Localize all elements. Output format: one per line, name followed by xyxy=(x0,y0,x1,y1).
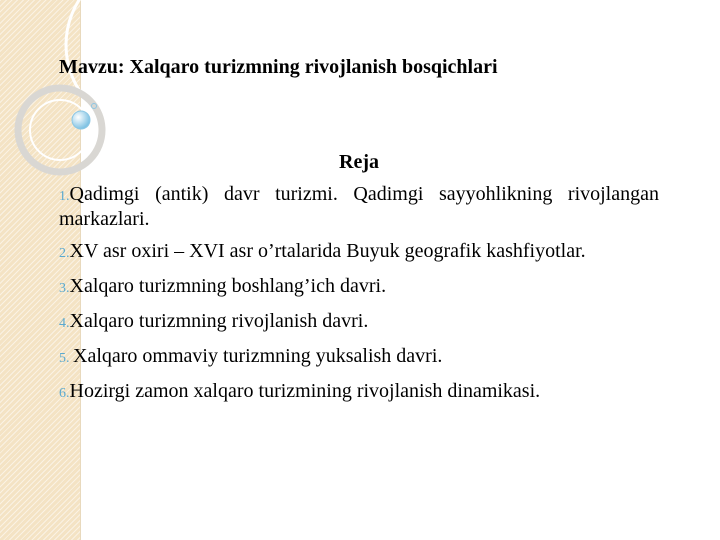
plan-list xyxy=(59,183,659,415)
plan-item-6 xyxy=(59,380,659,405)
plan-item-number: 2. xyxy=(59,246,70,261)
plan-item-text: Hozirgi zamon xalqaro turizmining rivojlanish dinamikasi. xyxy=(69,380,541,402)
plan-item-text: Qadimgi (antik) davr turizmi. Qadimgi sayyohlikning rivojlangan markazlari. xyxy=(59,183,659,230)
plan-item-1 xyxy=(59,183,659,230)
plan-item-text: Xalqaro turizmning boshlang’ich davri. xyxy=(69,275,387,297)
plan-item-3 xyxy=(59,275,659,300)
blue-bubble-dot xyxy=(72,111,90,129)
plan-heading: Reja xyxy=(339,151,379,173)
plan-item-2 xyxy=(59,240,659,265)
plan-item-text: Xalqaro ommaviy turizmning yuksalish davri. xyxy=(73,345,443,367)
plan-item-number: 4. xyxy=(59,316,70,331)
plan-item-number: 6. xyxy=(59,386,70,401)
plan-item-text: XV asr oxiri – XVI asr o’rtalarida Buyuk geografik kashfiyotlar. xyxy=(69,240,586,262)
plan-item-number: 1. xyxy=(59,189,70,204)
slide-title: Mavzu: Xalqaro turizmning rivojlanish bosqichlari xyxy=(59,56,498,78)
plan-item-text: Xalqaro turizmning rivojlanish davri. xyxy=(69,310,369,332)
plan-item-number: 3. xyxy=(59,281,70,296)
plan-item-5 xyxy=(59,345,659,370)
plan-item-4 xyxy=(59,310,659,335)
plan-item-number: 5. xyxy=(59,351,73,366)
